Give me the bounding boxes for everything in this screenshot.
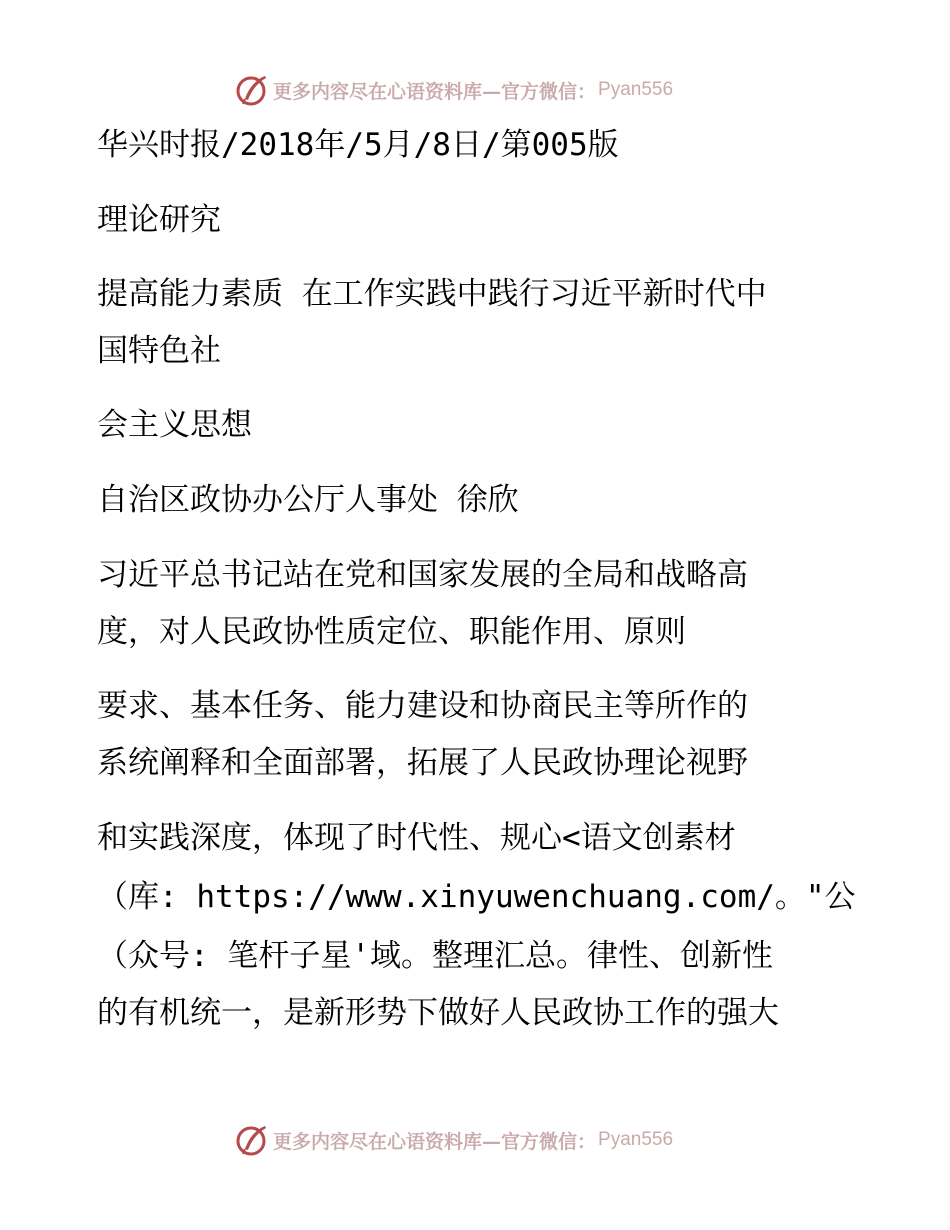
article-body-line: 要求、基本任务、能力建设和协商民主等所作的 (97, 688, 748, 724)
watermark-text: 更多内容尽在心语资料库—官方微信： (273, 80, 597, 103)
article-author: 自治区政协办公厅人事处 徐欣 (97, 482, 519, 518)
article-body-line: 度，对人民政协性质定位、职能作用、原则 (97, 614, 686, 650)
watermark-banner-bottom (235, 1122, 715, 1158)
article-body-line: （众号: 笔杆子星'域。整理汇总。律性、创新性 (97, 938, 773, 974)
article-body-line: 的有机统一，是新形势下做好人民政协工作的强大 (97, 995, 779, 1031)
watermark-text: 更多内容尽在心语资料库—官方微信： (273, 1130, 597, 1153)
article-body-line: （库: https://www.xinyuwenchuang.com/。"公 (97, 879, 856, 915)
article-source: 华兴时报/2018年/5月/8日/第005版 (97, 127, 619, 163)
article-body-line: 和实践深度，体现了时代性、规心<语文创素材 (97, 820, 736, 856)
article-body-line: 系统阐释和全面部署，拓展了人民政协理论视野 (97, 745, 748, 781)
article-body-line: 习近平总书记站在党和国家发展的全局和战略高 (97, 557, 748, 593)
watermark-banner-top (235, 72, 715, 108)
article-title-line-3: 会主义思想 (97, 407, 252, 443)
feather-pen-logo-icon (235, 73, 269, 107)
watermark-wechat-id: Pyan556 (598, 79, 674, 100)
article-title-line-2: 国特色社 (97, 333, 221, 369)
watermark-wechat-id: Pyan556 (598, 1129, 674, 1150)
article-section: 理论研究 (97, 202, 221, 238)
article-title-line-1: 提高能力素质 在工作实践中践行习近平新时代中 (97, 276, 767, 312)
feather-pen-logo-icon (235, 1123, 269, 1157)
